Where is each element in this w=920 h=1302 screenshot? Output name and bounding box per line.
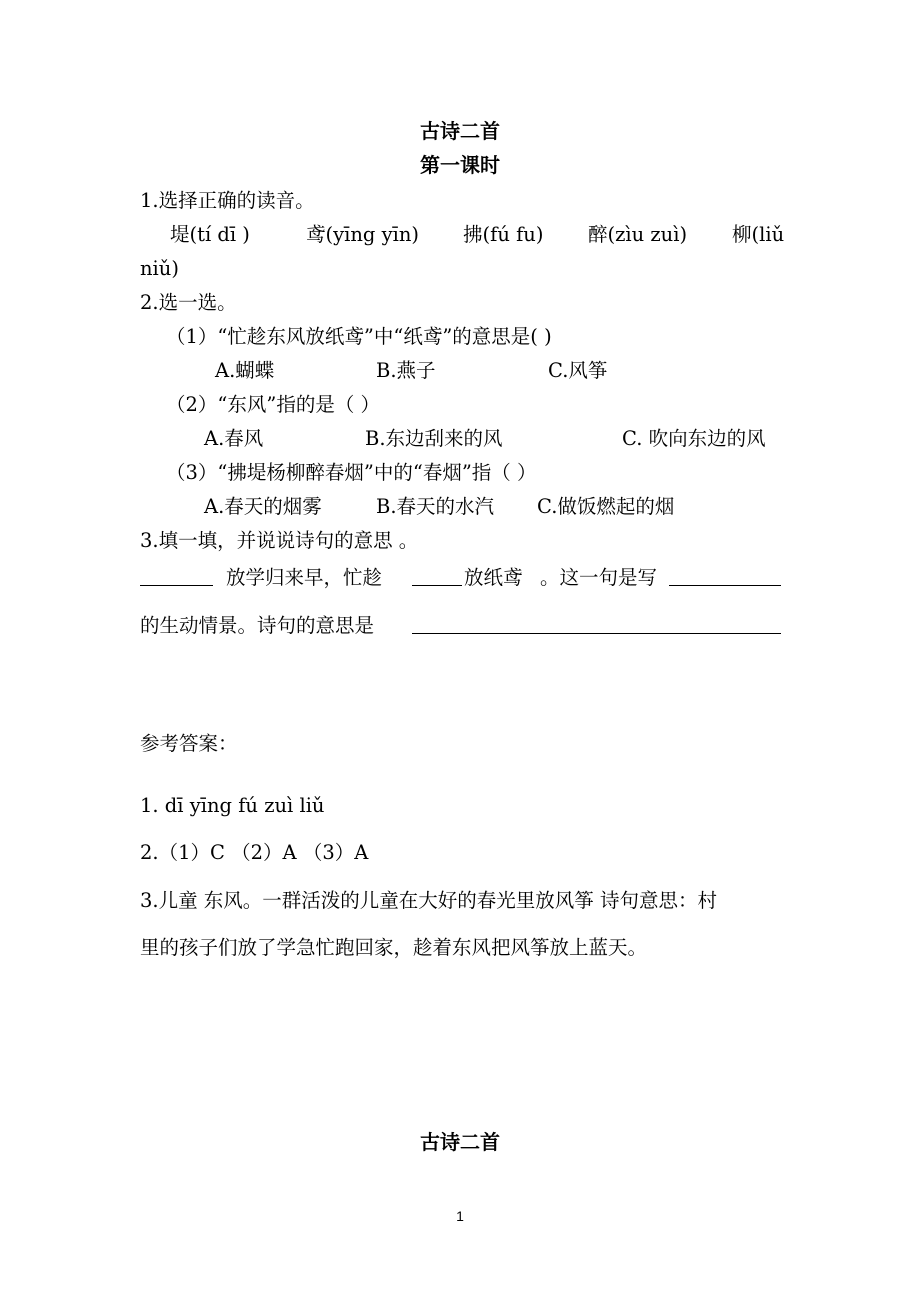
q2-sub3-question: （3）“拂堤杨柳醉春烟”中的“春烟”指（ ） (166, 461, 537, 484)
q1-item-1: 堤(tí dī ) (170, 223, 250, 246)
q3-line1-text-b: 放纸鸢 (464, 566, 523, 589)
q2-sub1-question: （1）“忙趁东风放纸鸢”中“纸鸢”的意思是( ) (166, 325, 552, 348)
answer-3-line-2: 里的孩子们放了学急忙跑回家，趁着东风把风筝放上蓝天。 (140, 936, 648, 959)
q2-sub3-option-a: A.春天的烟雾 (204, 495, 322, 518)
q2-sub3-option-b: B.春天的水汽 (376, 495, 495, 518)
document-title: 古诗二首 (420, 119, 500, 143)
answers-heading: 参考答案： (140, 732, 238, 755)
q3-blank-1[interactable] (140, 563, 213, 586)
q1-item-5: 柳(liǔ (732, 223, 785, 246)
q2-sub2-option-c: C. 吹向东边的风 (622, 427, 766, 450)
q2-sub1-option-a: A.蝴蝶 (215, 359, 275, 382)
q1-item-2: 鸢(yīng yīn) (306, 223, 420, 246)
next-section-title: 古诗二首 (420, 1130, 500, 1154)
q2-prompt: 2.选一选。 (140, 291, 237, 314)
lesson-subtitle: 第一课时 (420, 153, 500, 177)
q2-sub3-option-c: C.做饭燃起的烟 (537, 495, 675, 518)
q3-blank-2[interactable] (412, 563, 462, 586)
q2-sub1-option-c: C.风筝 (548, 359, 608, 382)
q3-line1-text-a: 放学归来早，忙趁 (226, 566, 383, 589)
answer-2: 2.（1）C （2）A （3）A (140, 841, 369, 864)
q2-sub2-question: （2）“东风”指的是（ ） (166, 393, 381, 416)
answer-3-line-1: 3.儿童 东风。一群活泼的儿童在大好的春光里放风筝 诗句意思：村 (140, 889, 718, 912)
page-number: 1 (456, 1208, 464, 1224)
q3-line1-text-c: 。这一句是写 (540, 566, 658, 589)
q2-sub1-option-b: B.燕子 (376, 359, 436, 382)
q1-continuation: niǔ) (140, 257, 179, 280)
q1-prompt: 1.选择正确的读音。 (140, 189, 315, 212)
q3-prompt: 3.填一填，并说说诗句的意思 。 (140, 529, 419, 552)
q3-blank-4[interactable] (412, 611, 781, 634)
q1-item-3: 拂(fú fu) (463, 223, 544, 246)
q2-sub2-option-a: A.春风 (204, 427, 264, 450)
q1-item-4: 醉(zìu zuì) (588, 223, 688, 246)
answer-1: 1. dī yīng fú zuì liǔ (140, 794, 325, 817)
q3-blank-3[interactable] (669, 563, 781, 586)
q2-sub2-option-b: B.东边刮来的风 (365, 427, 503, 450)
q3-line2-text-a: 的生动情景。诗句的意思是 (140, 614, 375, 637)
